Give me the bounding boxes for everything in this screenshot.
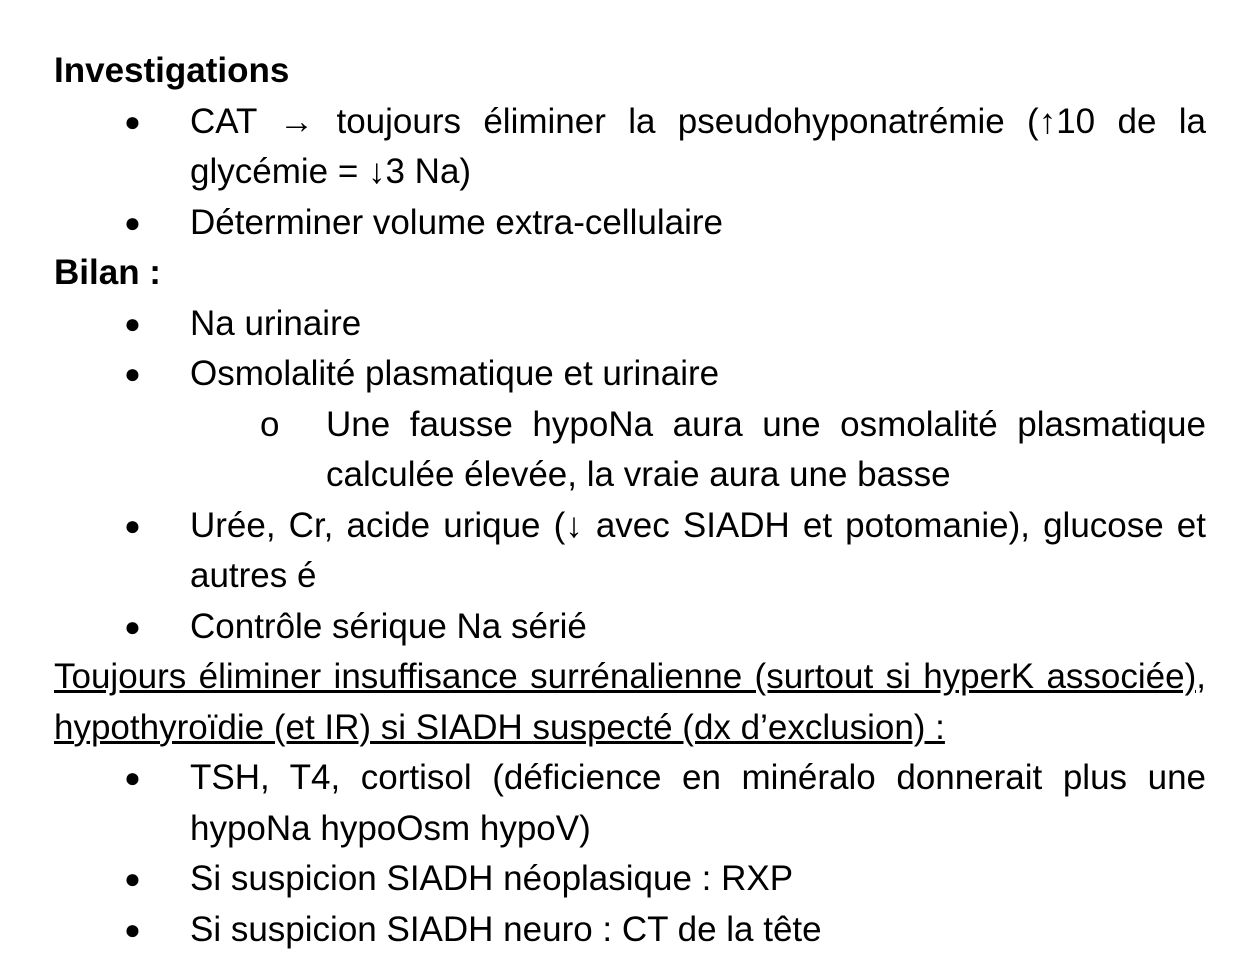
- list-item-text: Si suspicion SIADH neuro : CT de la tête: [190, 909, 822, 949]
- list-item-text: Si suspicion SIADH néoplasique : RXP: [190, 859, 794, 898]
- bullet-icon: ●: [124, 762, 141, 793]
- exclusion-list: [54, 753, 1206, 955]
- sub-list: [190, 400, 1206, 501]
- list-item: [54, 602, 1206, 653]
- list-item: [54, 905, 1206, 956]
- list-item-text: Urée, Cr, acide urique (↓ avec SIADH et potomanie), glucose et autres é: [190, 505, 1206, 595]
- list-item-text: Osmolalité plasmatique et urinaire: [190, 354, 720, 393]
- bilan-list: [54, 299, 1206, 653]
- exclusion-paragraph: Toujours éliminer insuffisance surrénalienne (surtout si hyperK associée), hypothyroïdie (et IR) si SIADH suspecté (dx d’exclusion) :: [54, 657, 1206, 747]
- bullet-icon: ●: [124, 509, 141, 541]
- list-item-text: Na urinaire: [190, 303, 362, 343]
- list-item: [54, 501, 1206, 602]
- list-item: [54, 97, 1206, 198]
- circle-bullet-icon: o: [260, 404, 280, 444]
- bullet-icon: ●: [124, 610, 141, 642]
- bilan-heading: Bilan :: [54, 253, 161, 292]
- bullet-icon: ●: [124, 913, 141, 945]
- list-item: [54, 349, 1206, 501]
- bullet-icon: ●: [124, 206, 141, 238]
- document-body: [54, 46, 1206, 955]
- sub-list-item-text: Une fausse hypoNa aura une osmolalité plasmatique calculée élevée, la vraie aura une basse: [326, 404, 1206, 494]
- list-item-text: Déterminer volume extra-cellulaire: [190, 202, 723, 242]
- investigations-heading: Investigations: [54, 51, 290, 90]
- list-item-text: CAT → toujours éliminer la pseudohyponatrémie (↑10 de la glycémie = ↓3 Na): [190, 101, 1206, 191]
- list-item-text: TSH, T4, cortisol (déficience en minéralo donnerait plus une hypoNa hypoOsm hypoV): [190, 758, 1206, 848]
- list-item: [54, 753, 1206, 854]
- list-item: [54, 299, 1206, 350]
- investigations-list: [54, 97, 1206, 249]
- list-item-text: Contrôle sérique Na sérié: [190, 606, 587, 646]
- bullet-icon: ●: [124, 863, 141, 894]
- bullet-icon: ●: [124, 307, 141, 339]
- sub-list-item: [54, 400, 1206, 501]
- bullet-icon: ●: [124, 358, 141, 389]
- bullet-icon: ●: [124, 105, 141, 137]
- list-item: [54, 198, 1206, 249]
- list-item: [54, 854, 1206, 905]
